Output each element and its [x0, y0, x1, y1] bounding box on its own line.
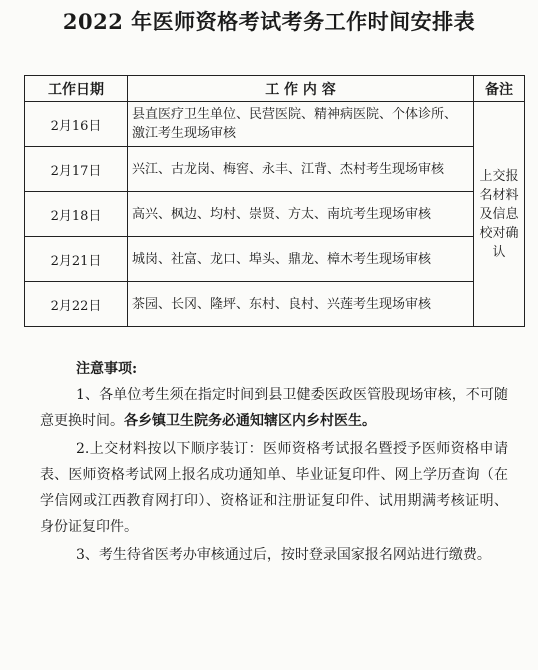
row-date: 2月21日: [25, 237, 128, 282]
table-row: [25, 282, 525, 327]
note-item-1-emphasis: 各乡镇卫生院务必通知辖区内乡村医生。: [124, 413, 376, 429]
note-item-3: 3、考生待省医考办审核通过后，按时登录国家报名网站进行缴费。: [76, 547, 491, 563]
notes-heading: 注意事项:: [76, 361, 138, 377]
row-content: 县直医疗卫生单位、民营医院、精神病医院、个体诊所、激江考生现场审核: [128, 102, 474, 147]
header-note: 备注: [474, 76, 525, 102]
page-title: 2022 年医师资格考试考务工作时间安排表: [62, 9, 476, 34]
row-date: 2月22日: [25, 282, 128, 327]
header-date: 工作日期: [25, 76, 128, 102]
note-item-2: 2.上交材料按以下顺序装订：医师资格考试报名暨授予医师资格申请表、医师资格考试网上报名成功通知单、毕业证复印件、网上学历查询（在学信网或江西教育网打印）、资格证和注册证复印件、试用期满考核证明、身份证复印件。: [40, 441, 508, 535]
table-row: [25, 237, 525, 282]
note-item-1-text: 1、各单位考生须在指定时间到县卫健委医政医管股现场审核，不可随意更换时间。: [40, 387, 508, 429]
row-date: 2月18日: [25, 192, 128, 237]
header-content: 工 作 内 容: [128, 76, 474, 102]
row-content: 城岗、社富、龙口、埠头、鼎龙、樟木考生现场审核: [128, 237, 474, 282]
table-row: [25, 147, 525, 192]
table-row: [25, 102, 525, 147]
row-content: 高兴、枫边、均村、崇贤、方太、南坑考生现场审核: [128, 192, 474, 237]
row-note: 上交报名材料及信息校对确认: [474, 102, 525, 327]
notes-section: [40, 356, 508, 568]
table-row: [25, 192, 525, 237]
schedule-table: [24, 75, 525, 327]
note-item-1: [40, 382, 508, 434]
table-header-row: [25, 76, 525, 102]
row-content: 茶园、长冈、隆坪、东村、良村、兴莲考生现场审核: [128, 282, 474, 327]
row-content: 兴江、古龙岗、梅窖、永丰、江背、杰村考生现场审核: [128, 147, 474, 192]
row-date: 2月17日: [25, 147, 128, 192]
row-date: 2月16日: [25, 102, 128, 147]
